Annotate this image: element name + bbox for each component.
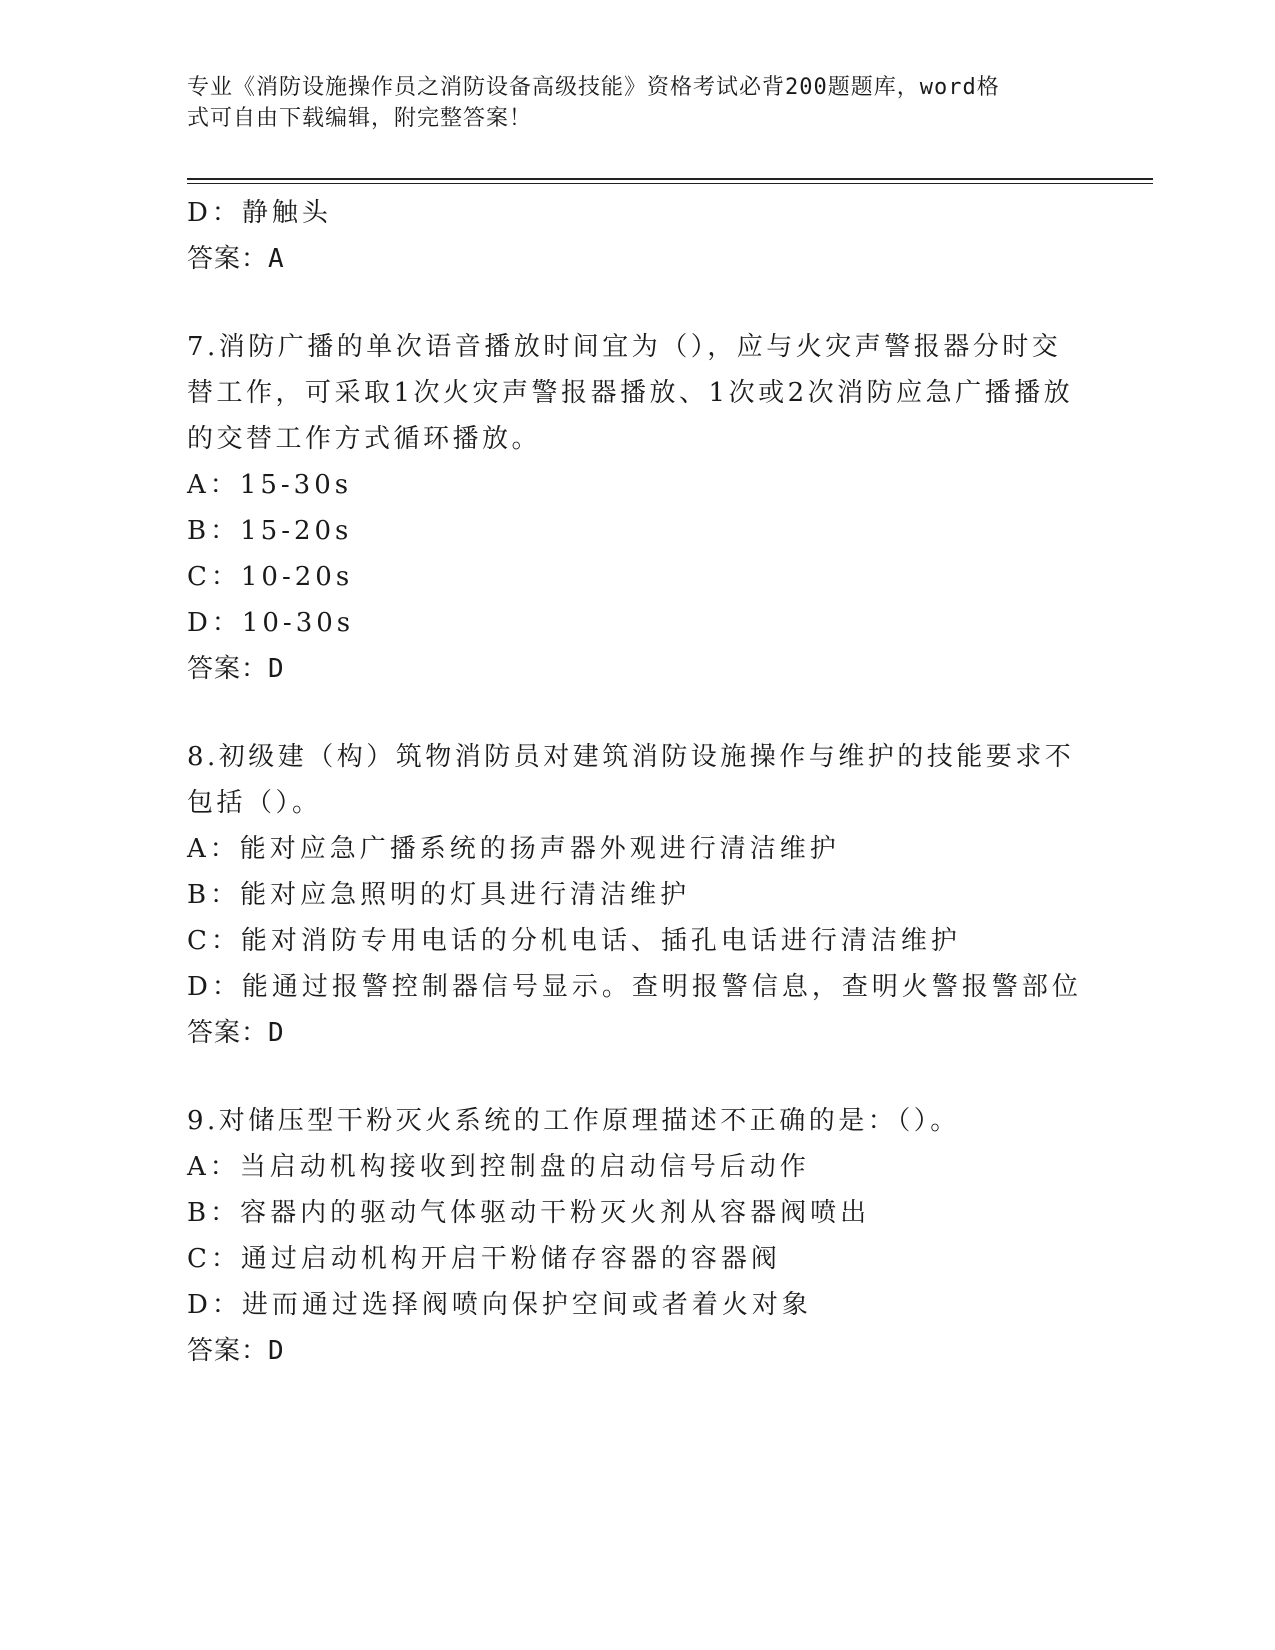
option-a: A：15-30s <box>187 470 353 500</box>
question-list <box>187 190 1087 1374</box>
option-a: A：能对应急广播系统的扬声器外观进行清洁维护 <box>187 834 840 864</box>
option-b: B：15-20s <box>187 516 353 546</box>
option-b: B：能对应急照明的灯具进行清洁维护 <box>187 880 691 910</box>
option-b: B：容器内的驱动气体驱动干粉灭火剂从容器阀喷出 <box>187 1198 871 1228</box>
option-d: D：10-30s <box>187 608 355 638</box>
option-a: A：当启动机构接收到控制盘的启动信号后动作 <box>187 1152 810 1182</box>
header-rule-thin <box>187 183 1153 184</box>
question-8 <box>187 734 1087 1056</box>
question-stem-line: 替工作，可采取1次火灾声警报器播放、1次或2次消防应急广播播放 <box>187 378 1074 408</box>
header-rule-thick <box>187 178 1153 180</box>
answer: 答案：D <box>187 1336 285 1366</box>
answer: 答案：D <box>187 654 285 684</box>
question-stem-line: 的交替工作方式循环播放。 <box>187 424 542 454</box>
answer: 答案：D <box>187 1018 285 1048</box>
prev-option-d: D：静触头 <box>187 198 332 228</box>
header-line-1: 专业《消防设施操作员之消防设备高级技能》资格考试必背200题题库，word格 <box>187 75 1000 100</box>
option-c: C：通过启动机构开启干粉储存容器的容器阀 <box>187 1244 781 1274</box>
question-9 <box>187 1098 1087 1374</box>
prev-answer: 答案：A <box>187 244 285 274</box>
option-c: C：能对消防专用电话的分机电话、插孔电话进行清洁维护 <box>187 926 961 956</box>
question-stem-line: 8.初级建（构）筑物消防员对建筑消防设施操作与维护的技能要求不 <box>187 742 1075 772</box>
option-c: C：10-20s <box>187 562 354 592</box>
page-header <box>187 72 1077 134</box>
option-d: D：进而通过选择阀喷向保护空间或者着火对象 <box>187 1290 812 1320</box>
option-d: D：能通过报警控制器信号显示。查明报警信息，查明火警报警部位 <box>187 972 1082 1002</box>
question-stem-line: 9.对储压型干粉灭火系统的工作原理描述不正确的是：（）。 <box>187 1106 960 1136</box>
question-stem-line: 包括（）。 <box>187 788 322 818</box>
header-line-2: 式可自由下载编辑，附完整答案！ <box>187 106 533 131</box>
question-7 <box>187 324 1087 692</box>
question-stem-line: 7.消防广播的单次语音播放时间宜为（），应与火灾声警报器分时交 <box>187 332 1062 362</box>
